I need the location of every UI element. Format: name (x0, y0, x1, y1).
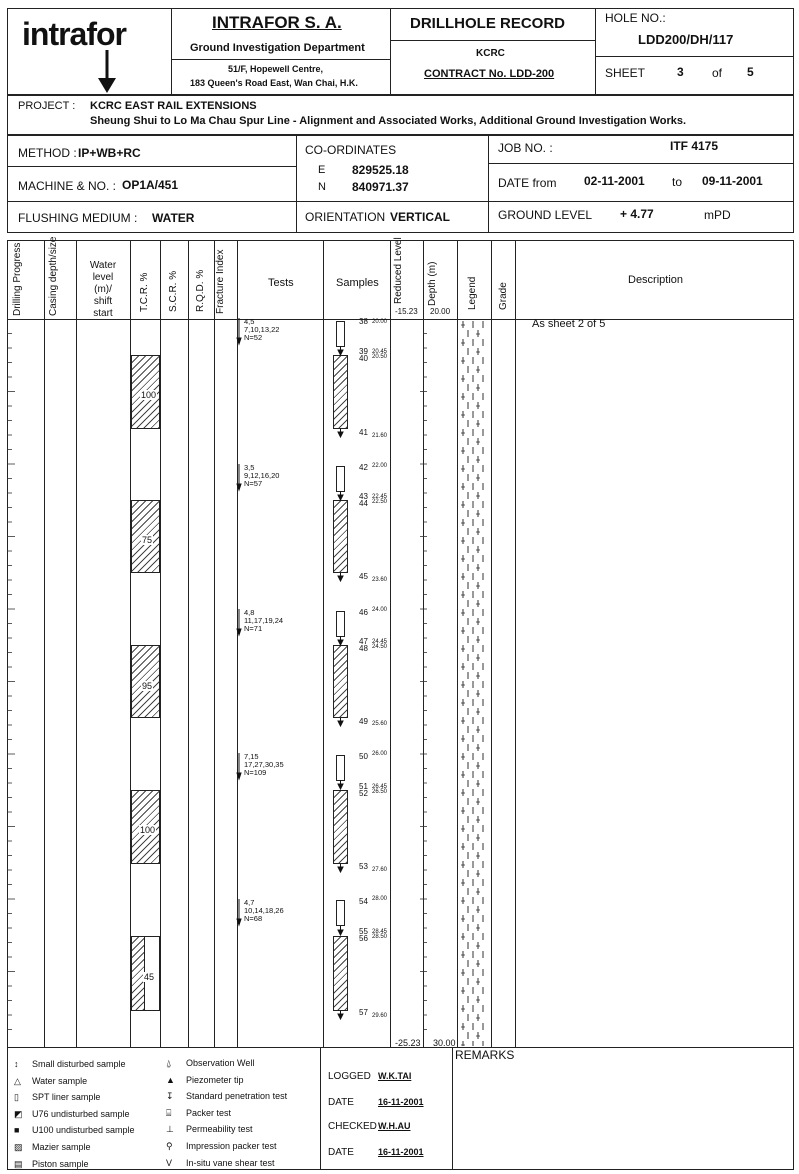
sheet-of-label: of (712, 66, 723, 80)
spt-arrow-icons (236, 318, 244, 1038)
legend-piston: ▤ Piston sample (14, 1156, 164, 1173)
orientation-value: VERTICAL (390, 210, 450, 224)
sample-no-50: 50 (359, 752, 368, 761)
col-samples: Samples (336, 277, 379, 289)
observation-well-icon: ⍙ (166, 1058, 172, 1068)
legend-spt: ↧ Standard penetration test (166, 1088, 318, 1105)
tcr-value-5: 45 (144, 972, 155, 982)
spt-test-4: 7,15 17,27,30,35 N=109 (244, 752, 284, 777)
sample-no-44: 44 (359, 499, 368, 508)
checked-date-label: DATE (328, 1147, 354, 1158)
col-scr: S.C.R. % (168, 270, 179, 312)
sample-depth-57: 29.60 (372, 1013, 388, 1019)
bottom-depth: 30.00 (433, 1038, 456, 1048)
sample-depth-49: 25.60 (372, 721, 388, 727)
legend-vane-shear: V In-situ vane shear test (166, 1155, 318, 1172)
legend-small-disturbed: ↕ Small disturbed sample (14, 1056, 164, 1073)
ground-level-value: + 4.77 (620, 207, 654, 221)
legend-piezometer: ▲ Piezometer tip (166, 1072, 318, 1089)
col-grade: Grade (498, 282, 509, 310)
sample-depth-43: 22.45 (372, 494, 388, 500)
company-logo: intrafor (22, 16, 126, 52)
date-to-label: to (672, 175, 683, 189)
sample-depth-39: 20.45 (372, 349, 388, 355)
sample-no-54: 54 (359, 897, 368, 906)
sample-depth-50: 26.00 (372, 751, 388, 757)
checked-label: CHECKED (328, 1121, 377, 1132)
project-title: KCRC EAST RAIL EXTENSIONS (90, 100, 257, 112)
sample-depth-38: 20.00 (372, 319, 388, 325)
sample-no-48: 48 (359, 644, 368, 653)
spt-icon: ↧ (166, 1091, 174, 1102)
col-reduced-level: Reduced Level (393, 237, 404, 304)
col-water-level: Water level (m)/ shift start (89, 260, 117, 319)
logo-arrow-icon (96, 50, 118, 94)
sample-depth-42: 22.00 (372, 463, 388, 469)
col-casing: Casing depth/size (48, 236, 59, 316)
project-label: PROJECT : (18, 100, 76, 112)
spt-test-3: 4,8 11,17,19,24 N=71 (244, 608, 284, 633)
depth-top: 20.00 (430, 307, 451, 316)
logged-date-label: DATE (328, 1097, 354, 1108)
tcr-value-1: 100 (141, 390, 157, 400)
sample-no-52: 52 (359, 789, 368, 798)
logged-label: LOGGED (328, 1071, 371, 1082)
spt-liner-icon: ▯ (14, 1092, 19, 1103)
hole-no-label: HOLE NO.: (605, 11, 666, 25)
sample-arrow-icons (336, 340, 348, 1040)
legend-spt-liner: ▯ SPT liner sample (14, 1089, 164, 1106)
spt-test-5: 4,7 10,14,18,26 N=68 (244, 898, 284, 923)
tcr-value-3: 95 (142, 681, 153, 691)
address-line-1: 51/F, Hopewell Centre, (228, 64, 324, 74)
sample-depth-44: 22.50 (372, 499, 388, 505)
sample-no-42: 42 (359, 463, 368, 472)
remarks-label: REMARKS (455, 1048, 515, 1062)
legend-packer: ⌸ Packer test (166, 1105, 318, 1122)
sample-depth-51: 26.45 (372, 784, 388, 790)
sample-depth-41: 21.60 (372, 433, 388, 439)
easting-label: E (318, 164, 326, 176)
ground-level-label: GROUND LEVEL (498, 208, 593, 222)
orientation-label: ORIENTATION (305, 210, 386, 224)
packer-icon: ⌸ (166, 1107, 172, 1118)
footer-legend-right (166, 1055, 318, 1171)
sample-depth-56: 28.50 (372, 934, 388, 940)
sample-no-49: 49 (359, 717, 368, 726)
method-value: IP+WB+RC (78, 146, 141, 160)
sample-depth-45: 23.60 (372, 577, 388, 583)
bottom-reduced-level: -25.23 (395, 1038, 421, 1048)
sample-no-46: 46 (359, 608, 368, 617)
col-rqd: R.Q.D. % (195, 269, 206, 312)
legend-mazier: ▨ Mazier sample (14, 1139, 164, 1156)
piezometer-icon: ▲ (166, 1074, 175, 1085)
col-depth: Depth (m) (427, 261, 438, 306)
impression-packer-icon: ⚲ (166, 1140, 173, 1151)
date-from: 02-11-2001 (584, 174, 645, 188)
water-sample-icon: △ (14, 1075, 21, 1086)
date-to: 09-11-2001 (702, 174, 763, 188)
sample-depth-48: 24.50 (372, 644, 388, 650)
job-no: ITF 4175 (670, 139, 719, 153)
sample-no-47: 47 (359, 637, 368, 646)
u76-icon: ◩ (14, 1108, 23, 1119)
legend-observation-well: ⍙ Observation Well (166, 1055, 318, 1072)
sample-no-53: 53 (359, 862, 368, 871)
machine-value: OP1A/451 (122, 178, 179, 192)
col-tests: Tests (268, 277, 294, 289)
legend-impression-packer: ⚲ Impression packer test (166, 1138, 318, 1155)
sample-depth-54: 28.00 (372, 896, 388, 902)
piston-icon: ▤ (14, 1158, 23, 1169)
easting-value: 829525.18 (352, 163, 409, 177)
contract-no: CONTRACT No. LDD-200 (424, 68, 555, 80)
address-line-2: 183 Queen's Road East, Wan Chai, H.K. (190, 78, 358, 88)
record-title: DRILLHOLE RECORD (410, 15, 565, 32)
sample-no-41: 41 (359, 428, 368, 437)
sample-no-57: 57 (359, 1008, 368, 1017)
tcr-value-2: 75 (142, 535, 153, 545)
col-drilling-progress: Drilling Progress (12, 242, 23, 316)
sample-depth-52: 26.50 (372, 789, 388, 795)
job-no-label: JOB NO. : (498, 141, 553, 155)
flushing-label: FLUSHING MEDIUM : (18, 211, 138, 225)
tcr-value-4: 100 (140, 825, 156, 835)
spt-test-2: 3,5 9,12,16,20 N=57 (244, 463, 280, 488)
col-tcr: T.C.R. % (139, 272, 150, 312)
sample-depth-47: 24.45 (372, 639, 388, 645)
project-description: Sheung Shui to Lo Ma Chau Spur Line - Alignment and Associated Works, Additional Ground Investigation Works. (90, 115, 687, 127)
small-disturbed-icon: ↕ (14, 1059, 19, 1069)
sample-no-45: 45 (359, 572, 368, 581)
logged-date: 16-11-2001 (378, 1097, 424, 1107)
sample-depth-55: 28.45 (372, 929, 388, 935)
footer-legend-left (14, 1056, 164, 1172)
sample-no-43: 43 (359, 492, 368, 501)
legend-water-sample: △ Water sample (14, 1073, 164, 1090)
col-fracture-index: Fracture Index (215, 249, 226, 314)
mazier-icon: ▨ (14, 1141, 23, 1152)
sample-no-51: 51 (359, 782, 368, 791)
legend-u100: ■ U100 undisturbed sample (14, 1122, 164, 1139)
coordinates-label: CO-ORDINATES (305, 143, 397, 157)
sample-depth-46: 24.00 (372, 607, 388, 613)
reduced-level-top: -15.23 (395, 307, 418, 316)
checked-by: W.H.AU (378, 1121, 411, 1131)
sample-no-38: 38 (359, 317, 368, 326)
company-name: INTRAFOR S. A. (212, 13, 342, 32)
checked-date: 16-11-2001 (378, 1147, 424, 1157)
hole-no: LDD200/DH/117 (638, 32, 734, 47)
ground-level-unit: mPD (704, 208, 731, 222)
u100-icon: ■ (14, 1125, 20, 1136)
method-label: METHOD : (18, 146, 77, 160)
northing-label: N (318, 181, 326, 193)
department: Ground Investigation Department (190, 42, 365, 54)
col-description: Description (628, 274, 684, 286)
northing-value: 840971.37 (352, 180, 409, 194)
permeability-icon: ⊥ (166, 1124, 174, 1135)
sheet-total: 5 (747, 65, 754, 79)
legend-permeability: ⊥ Permeability test (166, 1121, 318, 1138)
client-name: KCRC (476, 48, 505, 59)
logged-by: W.K.TAI (378, 1071, 412, 1081)
col-legend: Legend (467, 276, 478, 310)
sample-no-39: 39 (359, 347, 368, 356)
sample-no-56: 56 (359, 934, 368, 943)
legend-u76: ◩ U76 undisturbed sample (14, 1106, 164, 1123)
sample-depth-40: 20.50 (372, 354, 388, 360)
date-from-label: DATE from (498, 176, 557, 190)
description-text: As sheet 2 of 5 (532, 318, 606, 330)
sheet-no: 3 (677, 65, 684, 79)
sample-no-55: 55 (359, 927, 368, 936)
machine-label: MACHINE & NO. : (18, 179, 117, 193)
sample-depth-53: 27.60 (372, 867, 388, 873)
flushing-value: WATER (152, 211, 195, 225)
sheet-label: SHEET (605, 66, 646, 80)
vane-shear-icon: V (166, 1157, 173, 1168)
sample-no-40: 40 (359, 354, 368, 363)
spt-test-1: 4,5 7,10,13,22 N=52 (244, 317, 280, 342)
